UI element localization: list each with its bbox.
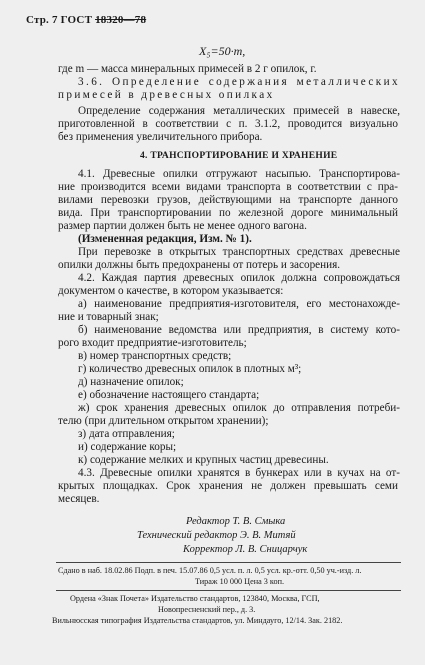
s4-line: вилами перевозки грузов, действующими на транспорте данного	[58, 194, 398, 206]
s4-line: ние и товарный знак;	[58, 311, 159, 323]
section-3-6-title-line2: примесей в древесных опилках	[58, 89, 275, 101]
imprint-line: Вильнюсская типография Издательства стандартов, ул. Миндауго, 12/14. Зак. 2182.	[52, 616, 343, 625]
imprint-line: Ордена «Знак Почета» Издательство стандартов, 123840, Москва, ГСП,	[70, 594, 320, 603]
s4-line: е) обозначение настоящего стандарта;	[78, 389, 260, 401]
imprint-rule-bottom	[56, 590, 401, 591]
s4-line: размер партии должен быть не менее одного вагона.	[58, 220, 307, 232]
s4-line: документом о качестве, в котором указывается:	[58, 285, 284, 297]
section-3-6-title-line1: 3.6. Определение содержания металлических	[78, 76, 400, 88]
section-3-6-para-line3: без применения увеличительного прибора.	[58, 131, 263, 143]
s4-line: д) назначение опилок;	[78, 376, 184, 388]
gost-number: 18320—78	[95, 14, 147, 26]
s4-line: з) дата отправления;	[78, 428, 175, 440]
imprint-line: Сдано в наб. 18.02.86 Подп. в печ. 15.07.86 0,5 усл. п. л. 0,5 усл. кр.-отт. 0,50 уч.-изд. л.	[58, 566, 362, 575]
s4-line: крытых площадках. Срок хранения не должен превышать семи	[58, 480, 398, 492]
section-4-heading: 4. ТРАНСПОРТИРОВАНИЕ И ХРАНЕНИЕ	[140, 151, 338, 161]
s4-line: 4.1. Древесные опилки отгружают насыпью. Транспортирова-	[78, 168, 400, 180]
s4-line: 4.2. Каждая партия древесных опилок должна сопровождаться	[78, 272, 400, 284]
s4-line: вида. При транспортировании по железной дороге минимальный	[58, 207, 398, 219]
s4-line: рого входит предприятие-изготовитель;	[58, 337, 247, 349]
tech-editor-credit: Технический редактор Э. В. Митяй	[137, 530, 296, 541]
page-label: Стр. 7 ГОСТ	[26, 14, 96, 26]
s4-line: месяцев.	[58, 493, 100, 505]
imprint-rule-top	[56, 562, 401, 563]
section-3-6-para-line1: Определение содержания металлических примесей в навеске,	[78, 105, 400, 117]
s4-line: а) наименование предприятия-изготовителя, его местонахожде-	[78, 298, 400, 310]
s4-line: в) номер транспортных средств;	[78, 350, 232, 362]
s4-line: ж) срок хранения древесных опилок до отправления потреби-	[78, 402, 400, 414]
where-clause: где m — масса минеральных примесей в 2 г опилок, г.	[58, 63, 317, 75]
s4-line: ние производится всеми видами транспорта в соответствии с пра-	[58, 181, 398, 193]
s4-line: г) количество древесных опилок в плотных м³;	[78, 363, 302, 375]
s4-line: и) содержание коры;	[78, 441, 177, 453]
corrector-credit: Корректор Л. В. Сницарчук	[183, 544, 308, 555]
amendment-note: (Измененная редакция, Изм. № 1).	[78, 233, 252, 245]
s4-line: б) наименование ведомства или предприятия, в систему кото-	[78, 324, 400, 336]
imprint-line: Тираж 10 000 Цена 3 коп.	[195, 577, 285, 586]
editor-credit: Редактор Т. В. Смыка	[186, 516, 286, 527]
imprint-line: Новопресненский пер., д. 3.	[158, 605, 256, 614]
s4-line: опилки должны быть предохранены от потерь и засорения.	[58, 259, 341, 271]
section-3-6-para-line2: приготовленной в соответствии с п. 3.1.2, проводится визуально	[58, 118, 398, 130]
s4-line: к) содержание мелких и крупных частиц древесины.	[78, 454, 329, 466]
s4-line: При перевозке в открытых транспортных средствах древесные	[78, 246, 400, 258]
formula: X₅=50·m,	[199, 44, 246, 58]
s4-line: 4.3. Древесные опилки хранятся в бункерах или в кучах на от-	[78, 467, 400, 479]
page-header	[26, 14, 146, 26]
s4-line: телю (при длительном открытом хранении);	[58, 415, 269, 427]
